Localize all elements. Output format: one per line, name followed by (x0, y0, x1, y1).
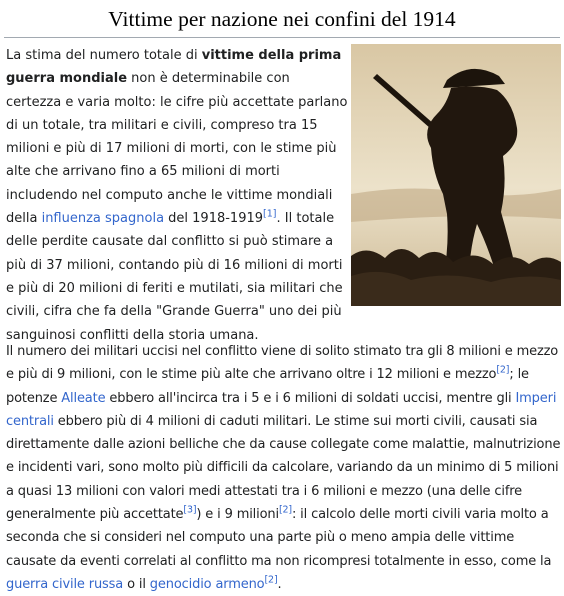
text: . Il totale delle perdite causate dal conflitto si può stimare a più di 37 milioni, contando più di 16 milioni di morti e più di 20 milioni di feriti e mutilati, sia militari che civili, cifra che fa della "Grande Guerra" uno dei più sanguinosi conflitti della storia umana. (6, 211, 343, 343)
reference-2[interactable]: [2] (264, 574, 278, 586)
text: ; le potenze (6, 367, 529, 406)
reference-1[interactable]: [1] (263, 208, 277, 220)
reference-3[interactable]: [3] (183, 504, 197, 516)
text: : il calcolo delle morti civili varia molto a seconda che si consideri nel computo una parte più o meno ampia delle vittime causate da eventi correlati al conflitto ma non ricompresi totalmente in esso, come la (6, 507, 552, 569)
paragraph-military (6, 340, 564, 596)
text: ) e i 9 milioni (196, 507, 279, 523)
text: non è determinabile con certezza e varia molto: le cifre più accettate parlano di un totale, tra militari e civili, compreso tra 15 milioni e più di 17 milioni di morti, con le stime più alte che arrivano fino a 65 milioni di morti includendo nel computo anche le vittime mondiali della (6, 71, 348, 227)
text: La stima del numero totale di (6, 48, 202, 63)
bold-term: vittime della prima guerra mondiale (6, 48, 342, 87)
link-alleate[interactable]: Alleate (61, 390, 106, 406)
paragraph-intro (6, 44, 348, 347)
heading-underline (4, 37, 560, 38)
section-heading: Vittime per nazione nei confini del 1914 (108, 7, 456, 31)
text: o il (123, 576, 150, 592)
link-influenza-spagnola[interactable]: influenza spagnola (41, 211, 165, 227)
text: Il numero dei militari uccisi nel conflitto viene di solito stimato tra gli 8 milioni e mezzo e più di 9 milioni, con le stime più alte che arrivano oltre i 12 milioni e mezzo (6, 344, 559, 383)
reference-2[interactable]: [2] (496, 364, 510, 376)
text: ebbero più di 4 milioni di caduti militari. Le stime sui morti civili, causati sia direttamente dalle azioni belliche che da cause collegate come malattie, malnutrizione e incidenti vari, sono molto più difficili da calcolare, variando da un minimo di 5 milioni a quasi 13 milioni con valori medi attestati tra i 6 milioni e mezzo (una delle cifre generalmente più accettate (6, 413, 561, 523)
soldier-photo[interactable] (351, 44, 561, 306)
soldier-silhouette-icon (351, 44, 561, 306)
link-imperi-centrali[interactable]: Imperi centrali (6, 390, 557, 429)
reference-2[interactable]: [2] (278, 504, 292, 516)
text: . (277, 576, 282, 592)
link-genocidio-armeno[interactable]: genocidio armeno (149, 576, 265, 592)
link-guerra-civile-russa[interactable]: guerra civile russa (6, 576, 124, 592)
text: ebbero all'incirca tra i 5 e i 6 milioni di soldati uccisi, mentre gli (105, 390, 516, 406)
text: del 1918-1919 (164, 211, 264, 227)
